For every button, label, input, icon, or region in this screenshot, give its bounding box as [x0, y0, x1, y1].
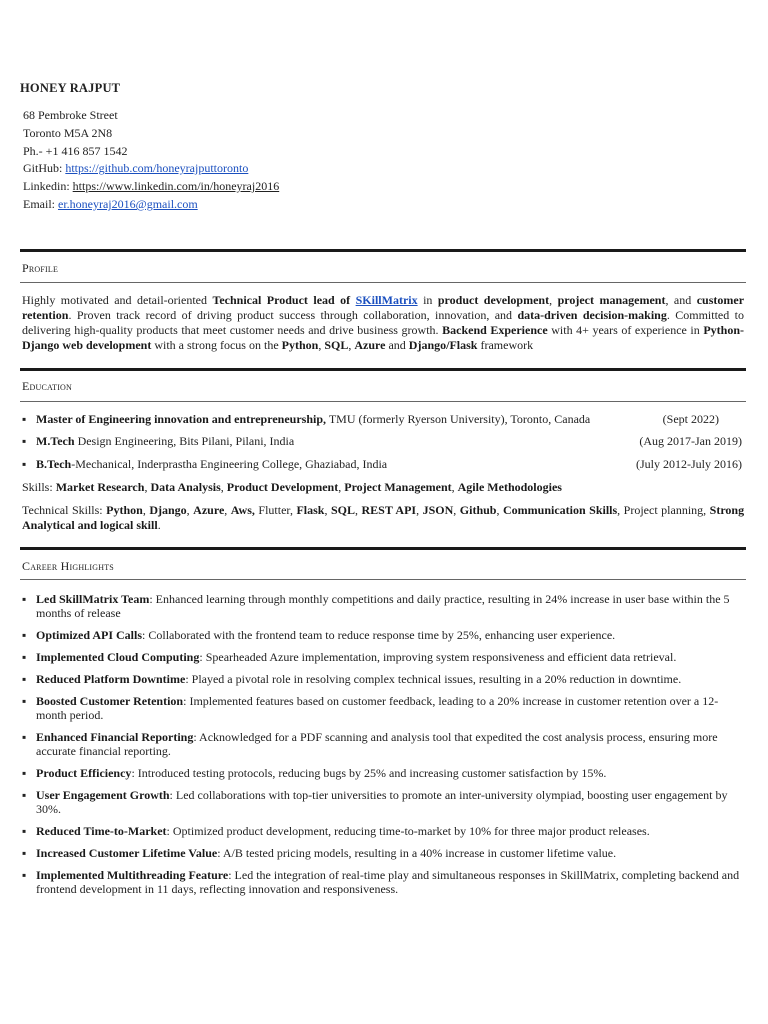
phone-line: Ph.- +1 416 857 1542 [23, 143, 128, 158]
list-item: ▪ Implemented Multithreading Feature: Led the integration of real-time play and simultaneous responses in SkillMatrix, completing backend and frontend development in 11 days, reflecting innovation and responsiveness. [22, 868, 740, 896]
linkedin-label: Linkedin: [23, 179, 73, 194]
profile-section-title: Profile [22, 261, 59, 275]
bullet-icon: ▪ [22, 457, 27, 471]
education-item [22, 412, 744, 428]
career-highlights-list [22, 592, 744, 904]
bullet-icon: ▪ [22, 766, 27, 780]
bullet-icon: ▪ [22, 788, 27, 802]
address-line-2: Toronto M5A 2N8 [23, 125, 113, 140]
github-link[interactable]: https://github.com/honeyrajputtoronto [65, 161, 249, 176]
bullet-icon: ▪ [22, 592, 27, 606]
section-rule-thick [20, 249, 746, 252]
section-rule-thin [20, 401, 746, 402]
section-rule-thin [20, 579, 746, 580]
github-line [23, 160, 279, 178]
section-rule-thick [20, 547, 746, 550]
education-date: (July 2012-July 2016) [636, 457, 742, 471]
bullet-icon: ▪ [22, 868, 27, 882]
degree: B.Tech [36, 457, 72, 471]
bullet-icon: ▪ [22, 824, 27, 838]
list-item: ▪ Implemented Cloud Computing: Spearheaded Azure implementation, improving system responsiveness and efficient data retrieval. [22, 650, 677, 664]
address-line-1: 68 Pembroke Street [23, 108, 118, 122]
list-item: ▪ Enhanced Financial Reporting: Acknowledged for a PDF scanning and analysis tool that expedited the cost analysis process, ensuring more accurate financial reporting. [22, 730, 718, 758]
institution: TMU (formerly Ryerson University), Toronto, Canada [326, 412, 591, 426]
list-item: ▪ Optimized API Calls: Collaborated with the frontend team to reduce response time by 25%, enhancing user experience. [22, 628, 616, 642]
skillmatrix-link[interactable]: SKillMatrix [355, 293, 418, 307]
bullet-icon: ▪ [22, 628, 27, 642]
candidate-name: HONEY RAJPUT [20, 81, 121, 95]
bullet-icon: ▪ [22, 672, 27, 686]
list-item: ▪ Reduced Platform Downtime: Played a pivotal role in resolving complex technical issues, resulting in a 20% reduction in downtime. [22, 672, 682, 686]
section-rule-thick [20, 368, 746, 371]
list-item: ▪ Boosted Customer Retention: Implemented features based on customer feedback, leading to a 20% increase in customer retention over a 12-month period. [22, 694, 719, 722]
degree: Master of Engineering innovation and entrepreneurship, [36, 412, 327, 426]
education-item [22, 434, 744, 450]
profile-paragraph: Highly motivated and detail-oriented Technical Product lead of SKillMatrix in product development, project management, and customer retention. Proven track record of driving product success through collaboration, innovation, and data-driven decision-making. Committed to delivering high-quality products that meet customer needs and drive business growth. Backend Experience with 4+ years of experience in Python-Django web development with a strong focus on the Python, SQL, Azure and Django/Flask framework [22, 293, 745, 352]
degree: M.Tech [36, 434, 75, 448]
bullet-icon: ▪ [22, 650, 27, 664]
email-link[interactable]: er.honeyraj2016@gmail.com [58, 196, 198, 211]
github-label: GitHub: [23, 161, 66, 176]
list-item: ▪ Increased Customer Lifetime Value: A/B tested pricing models, resulting in a 40% increase in customer lifetime value. [22, 846, 617, 860]
list-item: ▪ Led SkillMatrix Team: Enhanced learning through monthly competitions and daily practice, resulting in 24% increase in user base within the 5 months of release [22, 592, 730, 620]
bullet-icon: ▪ [22, 412, 27, 426]
list-item: ▪ Product Efficiency: Introduced testing protocols, reducing bugs by 25% and increasing customer satisfaction by 15%. [22, 766, 607, 780]
section-rule-thin [20, 282, 746, 283]
email-label: Email: [23, 196, 58, 211]
technical-skills-line: Technical Skills: Python, Django, Azure, Aws, Flutter, Flask, SQL, REST API, JSON, Github, Communication Skills, Project planning, Strong Analytical and logical skill. [22, 503, 745, 532]
contact-block [23, 107, 279, 214]
bullet-icon: ▪ [22, 846, 27, 860]
education-date: (Sept 2022) [662, 412, 719, 426]
list-item: ▪ User Engagement Growth: Led collaborations with top-tier universities to promote an inter-university olympiad, boosting user engagement by 30%. [22, 788, 728, 816]
education-date: (Aug 2017-Jan 2019) [639, 434, 742, 448]
education-section-title: Education [22, 379, 73, 393]
education-item [22, 457, 744, 473]
bullet-icon: ▪ [22, 434, 27, 448]
linkedin-url: https://www.linkedin.com/in/honeyraj2016 [72, 179, 280, 194]
bullet-icon: ▪ [22, 694, 27, 708]
linkedin-line [23, 178, 279, 196]
skills-line: Skills: Market Research, Data Analysis, Product Development, Project Management, Agile Methodologies [22, 480, 562, 494]
email-line [23, 196, 279, 214]
institution: Design Engineering, Bits Pilani, Pilani, India [74, 434, 295, 448]
career-section-title: Career Highlights [22, 559, 114, 573]
bullet-icon: ▪ [22, 730, 27, 744]
institution: -Mechanical, Inderprastha Engineering College, Ghaziabad, India [71, 457, 388, 471]
list-item: ▪ Reduced Time-to-Market: Optimized product development, reducing time-to-market by 10% for three major product releases. [22, 824, 650, 838]
